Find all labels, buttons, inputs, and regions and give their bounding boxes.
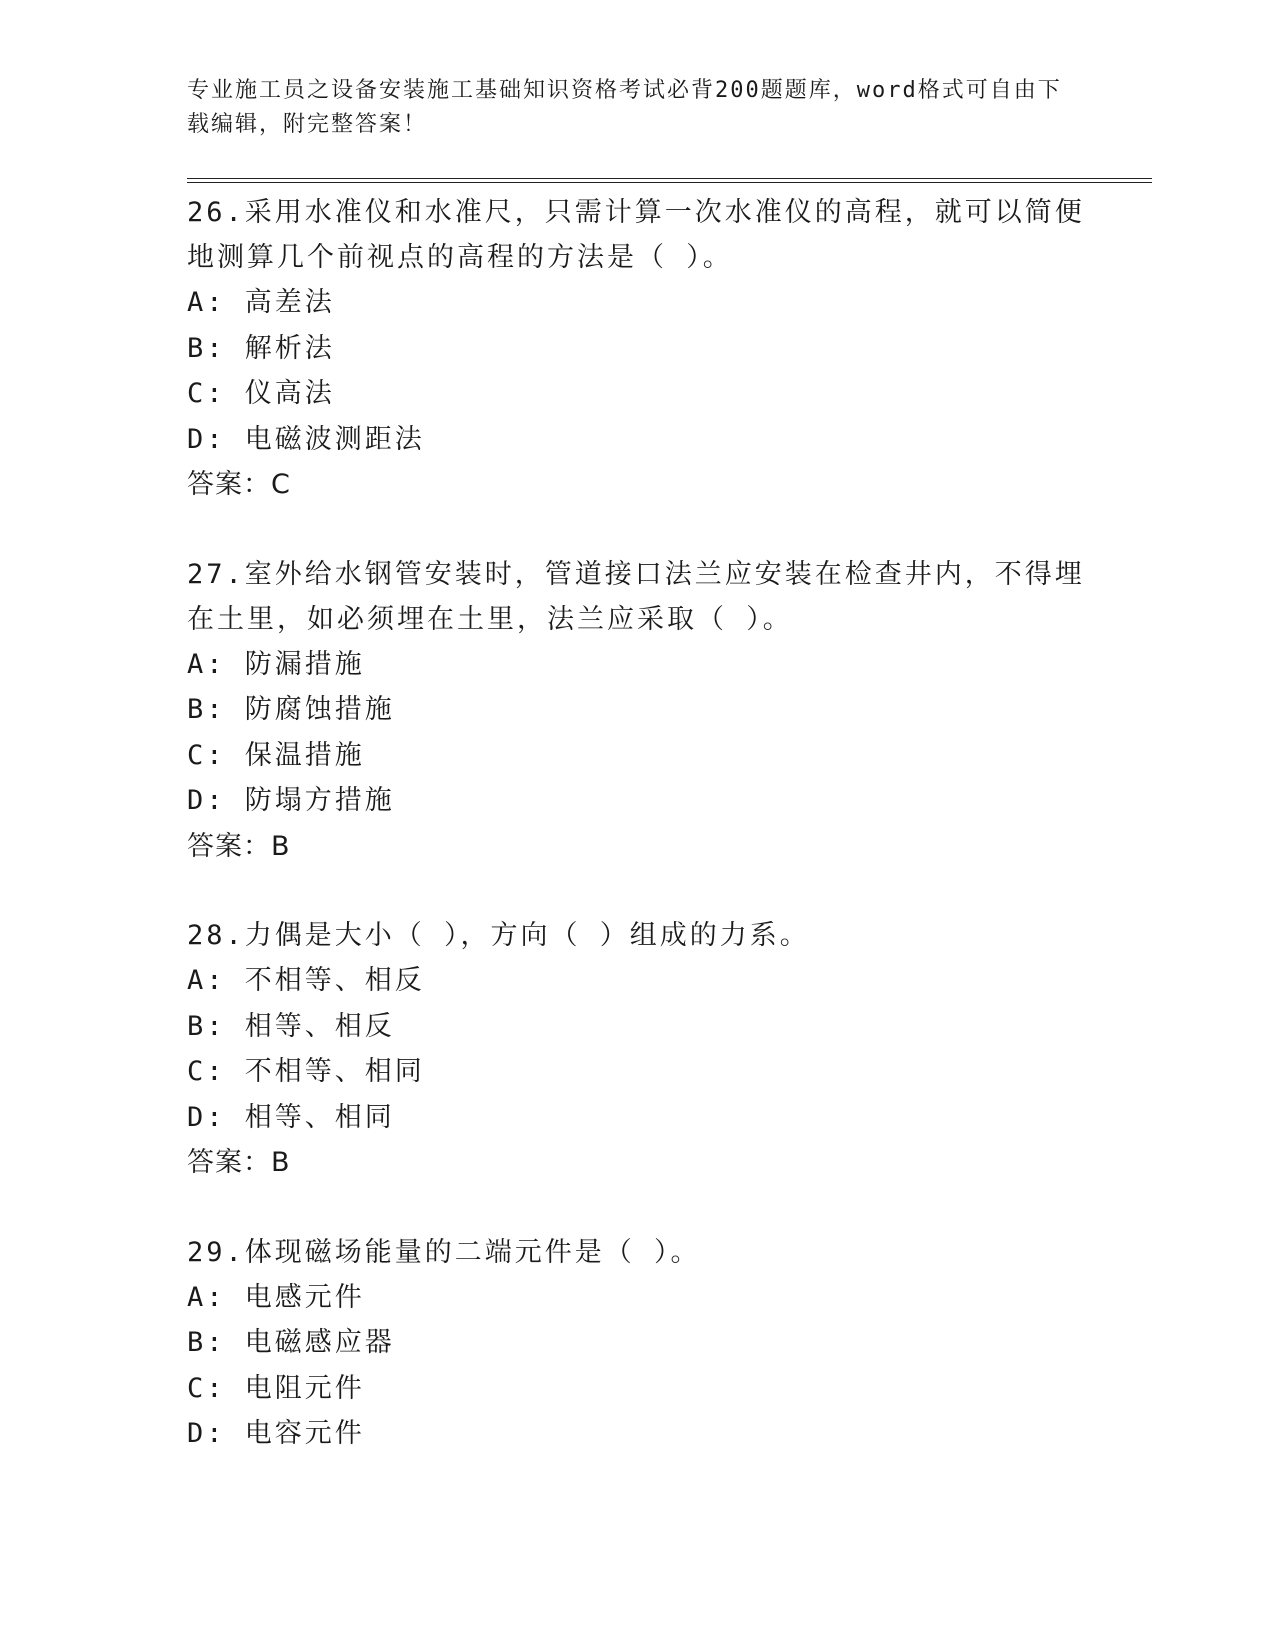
option-b: B: 解析法 [187, 332, 335, 364]
answer-line: 答案：B [187, 830, 291, 862]
question-29 [187, 1230, 1107, 1457]
option-c: C: 保温措施 [187, 739, 365, 771]
option-a: A: 防漏措施 [187, 648, 365, 680]
answer-line: 答案：B [187, 1147, 291, 1178]
option-d: D: 防塌方措施 [187, 785, 395, 816]
question-26 [187, 190, 1107, 508]
option-a: A: 不相等、相反 [187, 965, 425, 996]
question-text: 29.体现磁场能量的二端元件是（ ）。 [187, 1236, 701, 1268]
option-a: A: 高差法 [187, 287, 335, 318]
option-b: B: 相等、相反 [187, 1010, 395, 1042]
option-c: C: 仪高法 [187, 378, 335, 409]
question-text: 28.力偶是大小（ ），方向（ ）组成的力系。 [187, 920, 810, 951]
option-c: C: 不相等、相同 [187, 1056, 425, 1087]
option-c: C: 电阻元件 [187, 1372, 365, 1404]
option-b: B: 防腐蚀措施 [187, 694, 395, 725]
document-header: 专业施工员之设备安装施工基础知识资格考试必背200题题库，word格式可自由下载编辑，附完整答案！ [187, 78, 1062, 137]
option-d: D: 相等、相同 [187, 1101, 395, 1133]
option-d: D: 电容元件 [187, 1418, 365, 1449]
question-list [187, 190, 1107, 1501]
header-divider-top [187, 178, 1152, 179]
option-d: D: 电磁波测距法 [187, 423, 425, 455]
question-27 [187, 552, 1107, 870]
header-divider-bottom [187, 182, 1152, 183]
question-text: 27.室外给水钢管安装时，管道接口法兰应安装在检查井内，不得埋在土里，如必须埋在土里，法兰应采取（ ）。 [187, 558, 1085, 635]
option-a: A: 电感元件 [187, 1281, 365, 1313]
question-28 [187, 913, 1107, 1186]
answer-line: 答案：C [187, 469, 291, 500]
option-b: B: 电磁感应器 [187, 1327, 395, 1358]
question-text: 26.采用水准仪和水准尺，只需计算一次水准仪的高程，就可以简便地测算几个前视点的高程的方法是（ ）。 [187, 197, 1085, 273]
